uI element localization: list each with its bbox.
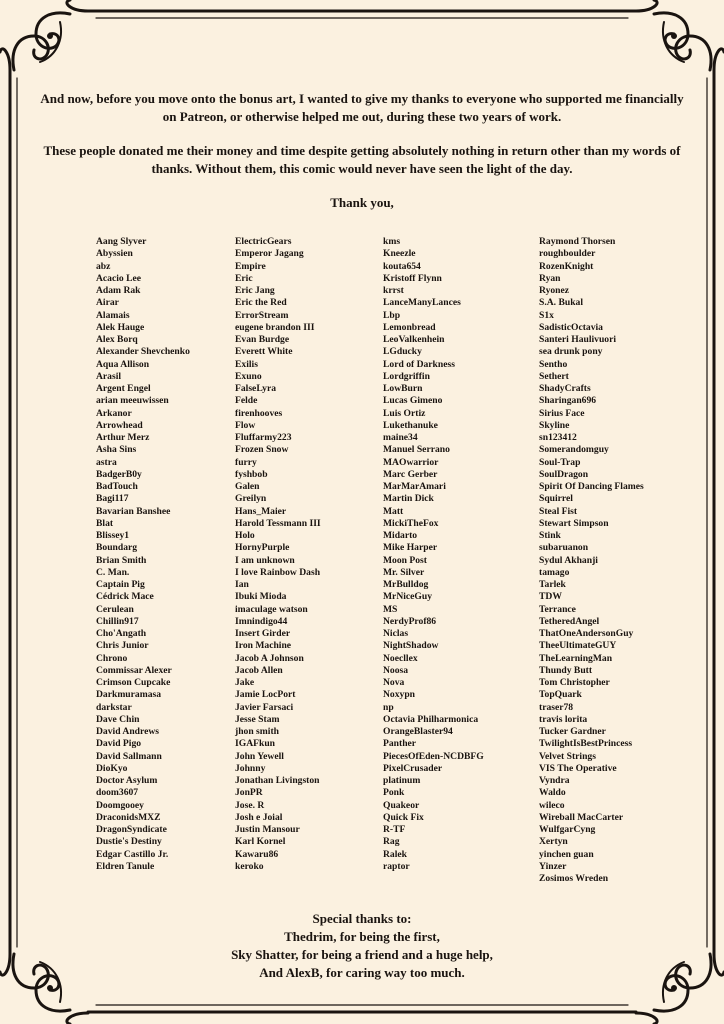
supporter-name: Xertyn (539, 836, 568, 848)
supporter-name: furry (235, 456, 257, 468)
supporter-name: Kristoff Flynn (383, 272, 442, 284)
supporter-name: HornyPurple (235, 542, 290, 554)
supporter-name: Ponk (383, 787, 405, 799)
supporter-list (0, 236, 724, 896)
supporter-name: Kneezle (383, 248, 416, 260)
supporter-name: DioKyo (96, 762, 128, 774)
supporter-name: Jake (235, 677, 255, 688)
supporter-name: David Pigo (96, 738, 142, 750)
supporter-name: imaculage watson (235, 603, 308, 615)
supporter-name: John Yewell (235, 750, 284, 762)
supporter-name: Lbp (383, 309, 401, 321)
supporter-name: PiecesOfEden-NCDBFG (383, 750, 484, 762)
intro-paragraph-1: And now, before you move onto the bonus art, I wanted to give my thanks to everyone who supported me financially on Patreon, or otherwise helped me out, during these two years of work. (40, 91, 684, 124)
supporter-name: Brian Smith (96, 554, 147, 566)
supporter-name: Imnindigo44 (235, 615, 288, 627)
supporter-name: Arkanor (96, 407, 132, 419)
special-thanks-line: And AlexB, for caring way too much. (259, 965, 465, 980)
supporter-name: David Andrews (96, 726, 159, 737)
supporter-name: Stewart Simpson (539, 517, 609, 529)
supporter-name: MrBulldog (383, 579, 429, 590)
supporter-name: Eric the Red (235, 297, 287, 309)
supporter-name: Noecllex (383, 652, 418, 664)
supporter-name: jhon smith (235, 726, 279, 737)
supporter-name: Aang Slyver (96, 236, 147, 247)
supporter-name: kouta654 (383, 260, 421, 272)
thank-you-heading: Thank you, (330, 195, 394, 210)
supporter-name: LeoValkenhein (383, 334, 445, 345)
supporter-name: sea drunk pony (539, 346, 603, 358)
supporter-name: TDW (539, 591, 562, 603)
supporter-column-1 (96, 236, 190, 873)
supporter-name: Asha Sins (96, 444, 137, 456)
supporter-name: Ralek (383, 848, 407, 860)
supporter-name: krrst (383, 285, 404, 296)
supporter-name: Midarto (383, 530, 418, 541)
supporter-name: Jesse Stam (235, 713, 280, 725)
supporter-name: Alex Borq (96, 334, 138, 345)
special-thanks-line: Thedrim, for being the first, (284, 929, 440, 944)
supporter-name: Harold Tessmann III (235, 517, 321, 529)
supporter-name: BadTouch (96, 481, 138, 492)
supporter-column-3 (383, 236, 484, 873)
supporter-name: Santeri Haulivuori (539, 334, 617, 345)
supporter-name: Bagi117 (96, 493, 129, 505)
special-thanks (100, 910, 624, 982)
supporter-name: Quick Fix (383, 811, 424, 823)
supporter-name: firenhooves (235, 407, 283, 419)
supporter-name: Velvet Strings (539, 750, 596, 762)
supporter-name: JonPR (235, 787, 263, 799)
supporter-name: Evan Burdge (235, 334, 290, 345)
supporter-name: Alek Hauge (96, 321, 145, 333)
supporter-name: Chillin917 (96, 615, 139, 627)
supporter-name: Squirrel (539, 493, 573, 505)
supporter-name: SadisticOctavia (539, 321, 603, 333)
supporter-name: Sentho (539, 358, 568, 370)
supporter-name: maine34 (383, 432, 418, 443)
supporter-name: arian meeuwissen (96, 395, 169, 407)
supporter-name: Waldo (539, 787, 566, 799)
supporter-name: Frozen Snow (235, 444, 289, 456)
supporter-name: Everett White (235, 346, 293, 358)
supporter-name: R-TF (383, 824, 406, 835)
supporter-name: Blissey1 (96, 530, 130, 541)
supporter-name: Nova (383, 677, 405, 688)
supporter-name: Lemonbread (383, 321, 436, 333)
supporter-name: Javier Farsaci (235, 701, 294, 713)
supporter-name: Sirius Face (539, 407, 585, 419)
supporter-name: Argent Engel (96, 383, 151, 394)
supporter-name: Skyline (539, 419, 570, 431)
supporter-name: Holo (235, 530, 255, 541)
supporter-name: Sethert (539, 370, 569, 382)
supporter-name: Niclas (383, 628, 409, 639)
supporter-name: PixelCrusader (383, 762, 443, 774)
supporter-name: Matt (383, 505, 404, 517)
supporter-name: Martin Dick (383, 493, 434, 505)
supporter-name: raptor (383, 860, 410, 872)
supporter-name: Greilyn (235, 493, 267, 505)
supporter-name: Soul-Trap (539, 456, 581, 468)
supporter-name: Karl Kornel (235, 836, 286, 848)
supporter-name: TheeUltimateGUY (539, 640, 617, 652)
supporter-name: Ian (235, 579, 249, 590)
supporter-name: eugene brandon III (235, 321, 315, 333)
intro-paragraph-2: These people donated me their money and time despite getting absolutely nothing in return other than my words of thanks. Without them, this comic would never have seen the light of the day. (43, 143, 681, 176)
supporter-name: Blat (96, 517, 114, 529)
supporter-name: WulfgarCyng (539, 824, 596, 835)
supporter-name: LanceManyLances (383, 297, 461, 309)
supporter-name: Fluffarmy223 (235, 432, 292, 443)
supporter-name: Jacob Allen (235, 664, 283, 676)
supporter-name: Adam Rak (96, 285, 141, 296)
supporter-name: Alamais (96, 309, 130, 321)
supporter-name: Acacio Lee (96, 272, 142, 284)
supporter-name: Arrowhead (96, 419, 143, 431)
supporter-name: Mr. Silver (383, 566, 425, 578)
supporter-name: I love Rainbow Dash (235, 566, 321, 578)
supporter-name: Exuno (235, 370, 262, 382)
supporter-name: Moon Post (383, 554, 427, 566)
supporter-column-4 (539, 236, 644, 885)
supporter-name: Wireball MacCarter (539, 811, 624, 823)
supporter-name: Kawaru86 (235, 848, 279, 860)
supporter-name: Stink (539, 530, 561, 541)
supporter-name: Crimson Cupcake (96, 677, 171, 688)
supporter-name: NightShadow (383, 640, 439, 652)
supporter-name: Ryan (539, 272, 561, 284)
supporter-name: Noosa (383, 664, 409, 676)
special-thanks-heading: Special thanks to: (312, 911, 412, 926)
supporter-name: Spirit Of Dancing Flames (539, 481, 644, 492)
supporter-name: Ryonez (539, 285, 570, 296)
supporter-name: Edgar Castillo Jr. (96, 848, 169, 860)
supporter-name: Panther (383, 738, 417, 750)
supporter-name: Tom Christopher (539, 677, 610, 688)
supporter-name: Marc Gerber (383, 468, 438, 480)
supporter-name: Abyssien (96, 248, 133, 260)
supporter-name: astra (96, 456, 117, 468)
supporter-name: BadgerB0y (96, 468, 142, 480)
supporter-name: Yinzer (539, 860, 567, 872)
supporter-name: Cho'Angath (96, 628, 147, 639)
supporter-name: Iron Machine (235, 640, 292, 652)
supporter-name: sn123412 (539, 432, 577, 443)
supporter-name: Johnny (235, 762, 266, 774)
supporter-name: Zosimos Wreden (539, 873, 609, 884)
supporter-name: platinum (383, 775, 421, 786)
supporter-name: S.A. Bukal (539, 297, 583, 309)
supporter-name: Alexander Shevchenko (96, 346, 190, 358)
supporter-name: LowBurn (383, 383, 423, 394)
supporter-name: Dave Chin (96, 713, 140, 725)
supporter-name: Justin Mansour (235, 824, 300, 835)
supporter-name: Empire (235, 260, 266, 272)
supporter-name: Eric Jang (235, 285, 275, 296)
supporter-name: Lukethanuke (383, 419, 438, 431)
supporter-name: Ibuki Mioda (235, 591, 287, 603)
supporter-name: DragonSyndicate (96, 824, 167, 835)
supporter-name: Eldren Tanule (96, 860, 155, 872)
supporter-name: Captain Pig (96, 579, 145, 590)
supporter-name: Chris Junior (96, 640, 149, 652)
supporter-column-2 (235, 236, 321, 873)
supporter-name: Tarlek (539, 579, 566, 590)
supporter-name: IGAFkun (235, 738, 275, 750)
supporter-name: Sharingan696 (539, 395, 597, 407)
supporter-name: Dustie's Destiny (96, 836, 162, 848)
supporter-name: TheLearningMan (539, 652, 613, 664)
supporter-name: Octavia Philharmonica (383, 713, 479, 725)
supporter-name: FalseLyra (235, 383, 277, 394)
supporter-name: Insert Girder (235, 628, 291, 639)
supporter-name: Airar (96, 297, 119, 309)
supporter-name: roughboulder (539, 248, 596, 260)
supporter-name: Raymond Thorsen (539, 236, 616, 247)
supporter-name: TopQuark (539, 689, 582, 701)
supporter-name: TetheredAngel (539, 615, 600, 627)
supporter-name: Chrono (96, 652, 128, 664)
supporter-name: Jamie LocPort (235, 689, 296, 701)
supporter-name: I am unknown (235, 554, 295, 566)
supporter-name: David Sallmann (96, 750, 162, 762)
supporter-name: subaruanon (539, 542, 589, 554)
supporter-name: fyshbob (235, 468, 268, 480)
supporter-name: MAOwarrior (383, 456, 439, 468)
supporter-name: Aqua Allison (96, 358, 150, 370)
intro-text (40, 90, 684, 228)
supporter-name: Tucker Gardner (539, 726, 606, 737)
supporter-name: ShadyCrafts (539, 383, 591, 394)
supporter-name: Thundy Butt (539, 664, 593, 676)
supporter-name: Emperor Jagang (235, 248, 304, 260)
supporter-name: Hans_Maier (235, 505, 287, 517)
supporter-name: OrangeBlaster94 (383, 726, 453, 737)
supporter-name: Felde (235, 395, 258, 407)
supporter-name: kms (383, 236, 401, 247)
supporter-name: SoulDragon (539, 468, 589, 480)
supporter-name: LGducky (383, 346, 422, 358)
supporter-name: travis lorita (539, 713, 588, 725)
special-thanks-line: Sky Shatter, for being a friend and a huge help, (231, 947, 493, 962)
supporter-name: keroko (235, 860, 264, 872)
supporter-name: Jacob A Johnson (235, 652, 304, 664)
supporter-name: Galen (235, 481, 260, 492)
supporter-name: darkstar (96, 701, 132, 713)
supporter-name: Bavarian Banshee (96, 505, 171, 517)
supporter-name: MarMarAmari (383, 481, 446, 492)
supporter-name: ThatOneAndersonGuy (539, 628, 634, 639)
supporter-name: MickiTheFox (383, 517, 439, 529)
supporter-name: Steal Fist (539, 505, 578, 517)
supporter-name: Rag (383, 836, 400, 848)
supporter-name: wileco (539, 799, 565, 811)
supporter-name: DraconidsMXZ (96, 811, 161, 823)
supporter-name: Lordgriffin (383, 370, 430, 382)
supporter-name: Cerulean (96, 603, 134, 615)
supporter-name: Cédrick Mace (96, 591, 154, 603)
supporter-name: Boundarg (96, 542, 138, 554)
supporter-name: np (383, 701, 394, 713)
supporter-name: Lord of Darkness (383, 358, 455, 370)
supporter-name: Darkmuramasa (96, 689, 162, 701)
supporter-name: Manuel Serrano (383, 444, 450, 456)
supporter-name: Doctor Asylum (96, 775, 158, 786)
supporter-name: Lucas Gimeno (383, 395, 443, 407)
supporter-name: ErrorStream (235, 309, 289, 321)
supporter-name: tamago (539, 566, 570, 578)
supporter-name: TwilightIsBestPrincess (539, 738, 633, 750)
supporter-name: VIS The Operative (539, 762, 617, 774)
supporter-name: MrNiceGuy (383, 591, 433, 603)
supporter-name: S1x (539, 309, 554, 321)
supporter-name: traser78 (539, 701, 574, 713)
supporter-name: Luis Ortiz (383, 407, 426, 419)
supporter-name: Noxypn (383, 689, 415, 701)
supporter-name: Jonathan Livingston (235, 775, 320, 786)
supporter-name: Somerandomguy (539, 444, 609, 456)
supporter-name: RozenKnight (539, 260, 594, 272)
supporter-name: NerdyProf86 (383, 615, 437, 627)
supporter-name: Quakeor (383, 799, 420, 811)
supporter-name: ElectricGears (235, 236, 292, 247)
supporter-name: abz (96, 260, 111, 272)
supporter-name: Terrance (539, 603, 576, 615)
supporter-name: MS (383, 603, 398, 615)
supporter-name: Doomgooey (96, 799, 144, 811)
supporter-name: Eric (235, 272, 253, 284)
supporter-name: yinchen guan (539, 848, 594, 860)
supporter-name: C. Man. (96, 566, 130, 578)
supporter-name: Exilis (235, 358, 258, 370)
supporter-name: Flow (235, 419, 256, 431)
supporter-name: Vyndra (539, 775, 570, 786)
supporter-name: Mike Harper (383, 542, 438, 554)
supporter-name: Commissar Alexer (96, 664, 172, 676)
supporter-name: Jose. R (235, 799, 265, 811)
supporter-name: Josh e Joial (235, 811, 283, 823)
supporter-name: Sydul Akhanji (539, 554, 598, 566)
supporter-name: Arasil (96, 370, 122, 382)
supporter-name: Arthur Merz (96, 432, 150, 443)
supporter-name: doom3607 (96, 787, 139, 799)
